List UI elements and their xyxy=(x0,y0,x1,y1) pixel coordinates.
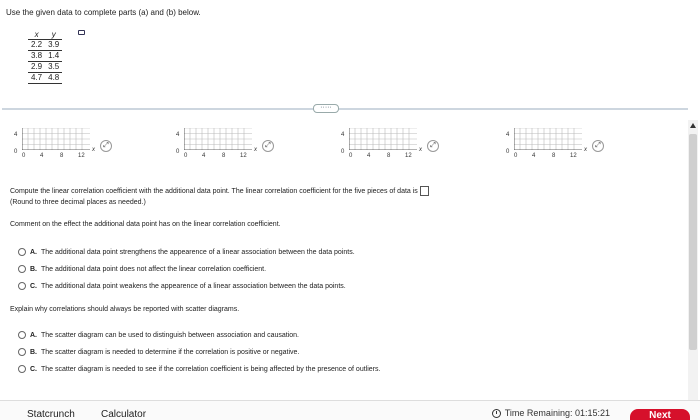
option-c-b[interactable] xyxy=(18,348,299,356)
zoom-icon[interactable]: ⤢ xyxy=(427,140,439,152)
option-text: The additional data point strengthens the appearence of a linear association between the data points. xyxy=(41,248,355,256)
divider-handle[interactable]: ····· xyxy=(313,104,339,113)
x-tick: 0 xyxy=(184,153,188,159)
y-tick: 4 xyxy=(14,132,18,138)
x-axis-label: x xyxy=(584,147,587,153)
question-a-text: Compute the linear correlation coefficient with the additional data point. The linear correlation coefficient for the five pieces of data is xyxy=(10,187,418,195)
table-row xyxy=(28,40,62,51)
x-axis-label: x xyxy=(92,147,95,153)
option-text: The scatter diagram can be used to distinguish between association and causation. xyxy=(41,331,299,339)
question-b: Comment on the effect the additional data point has on the linear correlation coefficient. xyxy=(10,221,281,228)
plot-grid xyxy=(349,128,417,150)
next-button[interactable]: Next xyxy=(630,409,690,420)
table-cell: 3.9 xyxy=(45,40,62,51)
radio-button[interactable] xyxy=(18,365,26,373)
plot-grid xyxy=(514,128,582,150)
x-tick: 12 xyxy=(240,153,247,159)
table-row xyxy=(28,51,62,62)
statcrunch-link[interactable]: Statcrunch xyxy=(27,409,75,420)
x-tick: 4 xyxy=(367,153,371,159)
timer-label: Time Remaining: 01:15:21 xyxy=(504,408,610,418)
plot-grid xyxy=(184,128,252,150)
scatter-choice-2[interactable] xyxy=(170,120,300,170)
table-cell: 1.4 xyxy=(45,51,62,62)
scroll-up-icon[interactable] xyxy=(690,123,696,128)
radio-button[interactable] xyxy=(18,265,26,273)
table-row xyxy=(28,62,62,73)
y-tick: 0 xyxy=(341,149,345,155)
y-tick: 4 xyxy=(506,132,510,138)
plot-grid xyxy=(22,128,90,150)
zoom-icon[interactable]: ⤢ xyxy=(592,140,604,152)
clock-icon xyxy=(492,409,501,418)
scrollbar-thumb[interactable] xyxy=(689,134,697,350)
option-letter: A. xyxy=(30,248,37,256)
table-header-y: y xyxy=(45,30,62,40)
x-tick: 8 xyxy=(60,153,64,159)
option-letter: A. xyxy=(30,331,37,339)
table-row xyxy=(28,73,62,84)
x-axis-label: x xyxy=(254,147,257,153)
option-text: The scatter diagram is needed to determine if the correlation is positive or negative. xyxy=(41,348,300,356)
table-cell: 4.7 xyxy=(28,73,45,84)
scatter-choice-4[interactable] xyxy=(500,120,630,170)
table-cell: 2.9 xyxy=(28,62,45,73)
y-tick: 4 xyxy=(176,132,180,138)
question-a-note: (Round to three decimal places as needed.) xyxy=(10,199,146,206)
calculator-link[interactable]: Calculator xyxy=(101,409,147,420)
answer-input[interactable] xyxy=(420,186,429,196)
radio-button[interactable] xyxy=(18,331,26,339)
x-tick: 4 xyxy=(202,153,206,159)
question-a xyxy=(10,186,429,196)
option-text: The additional data point weakens the appearence of a linear association between the data points. xyxy=(41,282,346,290)
copy-table-icon[interactable] xyxy=(78,30,85,35)
x-axis-label: x xyxy=(419,147,422,153)
table-cell: 3.5 xyxy=(45,62,62,73)
radio-button[interactable] xyxy=(18,248,26,256)
radio-button[interactable] xyxy=(18,348,26,356)
option-text: The additional data point does not affect the linear correlation coefficient. xyxy=(41,265,267,273)
footer-bar xyxy=(0,400,700,420)
option-b-c[interactable] xyxy=(18,282,346,290)
x-tick: 0 xyxy=(349,153,353,159)
option-b-b[interactable] xyxy=(18,265,266,273)
x-tick: 4 xyxy=(40,153,44,159)
y-tick: 0 xyxy=(14,149,18,155)
x-tick: 12 xyxy=(78,153,85,159)
option-c-c[interactable] xyxy=(18,365,380,373)
data-table xyxy=(28,30,62,84)
x-tick: 8 xyxy=(387,153,391,159)
x-tick: 12 xyxy=(570,153,577,159)
option-letter: C. xyxy=(30,365,37,373)
x-tick: 4 xyxy=(532,153,536,159)
table-header-x: x xyxy=(28,30,45,40)
y-tick: 0 xyxy=(176,149,180,155)
table-cell: 3.8 xyxy=(28,51,45,62)
option-text: The scatter diagram is needed to see if the correlation coefficient is being affected by the presence of outliers. xyxy=(41,365,381,373)
zoom-icon[interactable]: ⤢ xyxy=(262,140,274,152)
table-cell: 4.8 xyxy=(45,73,62,84)
x-tick: 0 xyxy=(22,153,26,159)
option-letter: B. xyxy=(30,265,37,273)
option-letter: C. xyxy=(30,282,37,290)
x-tick: 8 xyxy=(222,153,226,159)
x-tick: 8 xyxy=(552,153,556,159)
y-tick: 4 xyxy=(341,132,345,138)
scatter-choice-3[interactable] xyxy=(335,120,465,170)
question-c: Explain why correlations should always be reported with scatter diagrams. xyxy=(10,306,240,313)
x-tick: 0 xyxy=(514,153,518,159)
option-c-a[interactable] xyxy=(18,331,299,339)
option-b-a[interactable] xyxy=(18,248,355,256)
radio-button[interactable] xyxy=(18,282,26,290)
option-letter: B. xyxy=(30,348,37,356)
scatter-choice-1[interactable] xyxy=(8,120,138,170)
section-divider xyxy=(2,108,688,110)
timer[interactable] xyxy=(492,408,610,418)
table-cell: 2.2 xyxy=(28,40,45,51)
x-tick: 12 xyxy=(405,153,412,159)
zoom-icon[interactable]: ⤢ xyxy=(100,140,112,152)
question-prompt: Use the given data to complete parts (a) and (b) below. xyxy=(6,8,201,17)
y-tick: 0 xyxy=(506,149,510,155)
